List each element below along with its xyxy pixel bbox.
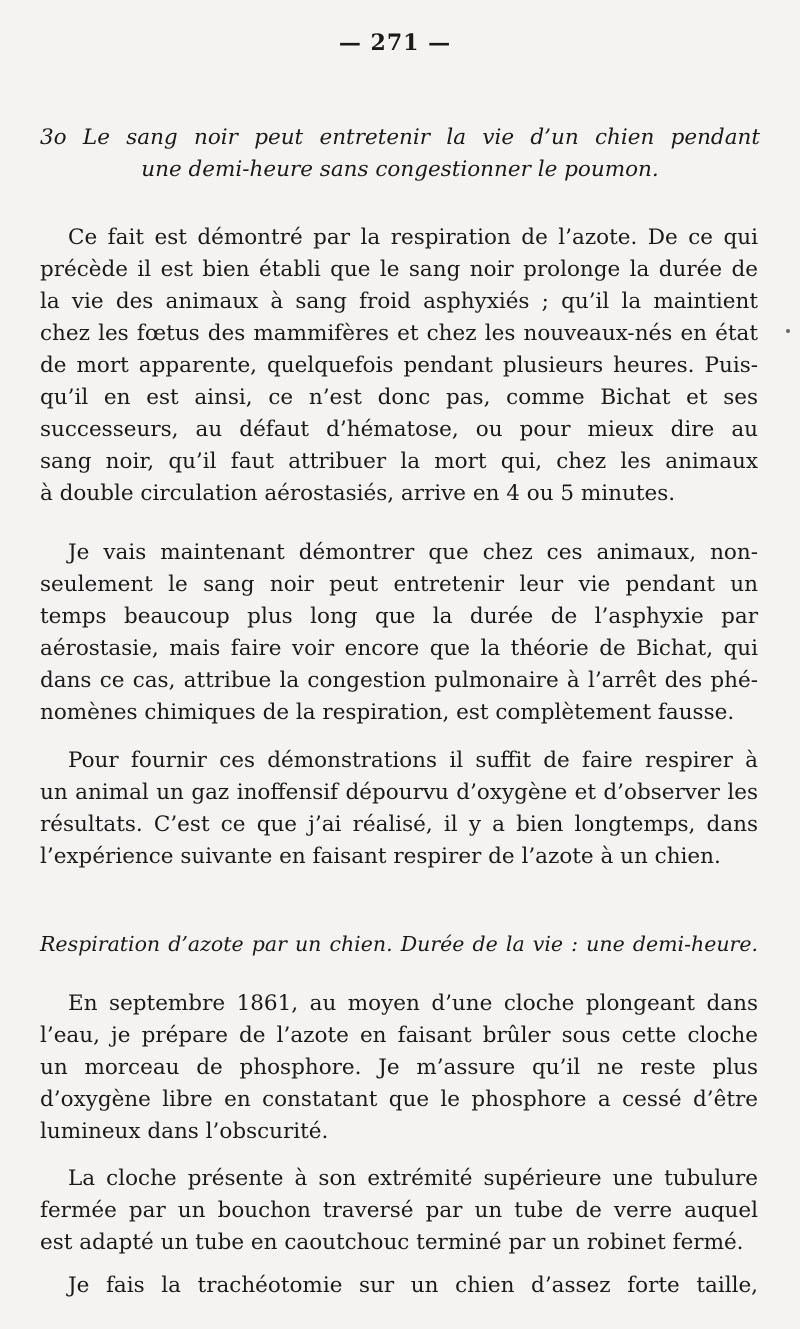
text-line: précède il est bien établi que le sang noir prolonge la durée de (40, 257, 758, 282)
text-line: résultats. C’est ce que j’ai réalisé, il y a bien longtemps, dans (40, 812, 758, 837)
paragraph-5 (40, 1163, 758, 1259)
text-line: à double circulation aérostasiés, arrive en 4 ou 5 minutes. (40, 481, 676, 506)
section-heading-line: une demi-heure sans congestionner le poumon. (141, 157, 659, 182)
paragraph-2 (40, 537, 758, 729)
paragraph-4 (40, 988, 758, 1148)
experiment-subheading: Respiration d’azote par un chien. Durée de la vie : une demi-heure. (40, 932, 758, 956)
text-line: lumineux dans l’obscurité. (40, 1119, 329, 1144)
text-line: la vie des animaux à sang froid asphyxiés ; qu’il la maintient (40, 289, 758, 314)
text-line: aérostasie, mais faire voir encore que la théorie de Bichat, qui (40, 636, 758, 661)
text-line: fermée par un bouchon traversé par un tube de verre auquel (40, 1198, 758, 1223)
text-line: un morceau de phosphore. Je m’assure qu’il ne reste plus (40, 1055, 758, 1080)
text-line: seulement le sang noir peut entretenir leur vie pendant un (40, 572, 758, 597)
text-line: nomènes chimiques de la respiration, est complètement fausse. (40, 700, 735, 725)
text-line: est adapté un tube en caoutchouc terminé par un robinet fermé. (40, 1230, 744, 1255)
text-line: chez les fœtus des mammifères et chez les nouveaux-nés en état (40, 321, 758, 346)
text-line: dans ce cas, attribue la congestion pulmonaire à l’arrêt des phé- (40, 668, 758, 693)
paragraph-6 (40, 1270, 758, 1302)
paragraph-1 (40, 222, 758, 510)
text-line: d’oxygène libre en constatant que le phosphore a cessé d’être (40, 1087, 758, 1112)
text-line: successeurs, au défaut d’hématose, ou pour mieux dire au (40, 417, 758, 442)
text-line: l’expérience suivante en faisant respirer de l’azote à un chien. (40, 844, 721, 869)
section-heading (40, 122, 760, 186)
text-line: sang noir, qu’il faut attribuer la mort qui, chez les animaux (40, 449, 758, 474)
text-line: l’eau, je prépare de l’azote en faisant brûler sous cette cloche (40, 1023, 758, 1048)
section-heading-line: 3o Le sang noir peut entretenir la vie d’un chien pendant (40, 125, 760, 150)
text-line: Pour fournir ces démonstrations il suffit de faire respirer à (68, 748, 758, 773)
text-line: de mort apparente, quelquefois pendant plusieurs heures. Puis- (40, 353, 758, 378)
text-line: un animal un gaz inoffensif dépourvu d’oxygène et d’observer les (40, 780, 758, 805)
print-speck (786, 329, 790, 333)
text-line: Ce fait est démontré par la respiration de l’azote. De ce qui (68, 225, 758, 250)
paragraph-3 (40, 745, 758, 873)
text-line: qu’il en est ainsi, ce n’est donc pas, comme Bichat et ses (40, 385, 758, 410)
text-line: La cloche présente à son extrémité supérieure une tubulure (68, 1166, 758, 1191)
text-line: temps beaucoup plus long que la durée de l’asphyxie par (40, 604, 758, 629)
page-number: — 271 — (338, 30, 452, 56)
text-line: Je fais la trachéotomie sur un chien d’assez forte taille, (68, 1273, 758, 1298)
text-line: Je vais maintenant démontrer que chez ces animaux, non- (68, 540, 758, 565)
text-line: En septembre 1861, au moyen d’une cloche plongeant dans (68, 991, 758, 1016)
